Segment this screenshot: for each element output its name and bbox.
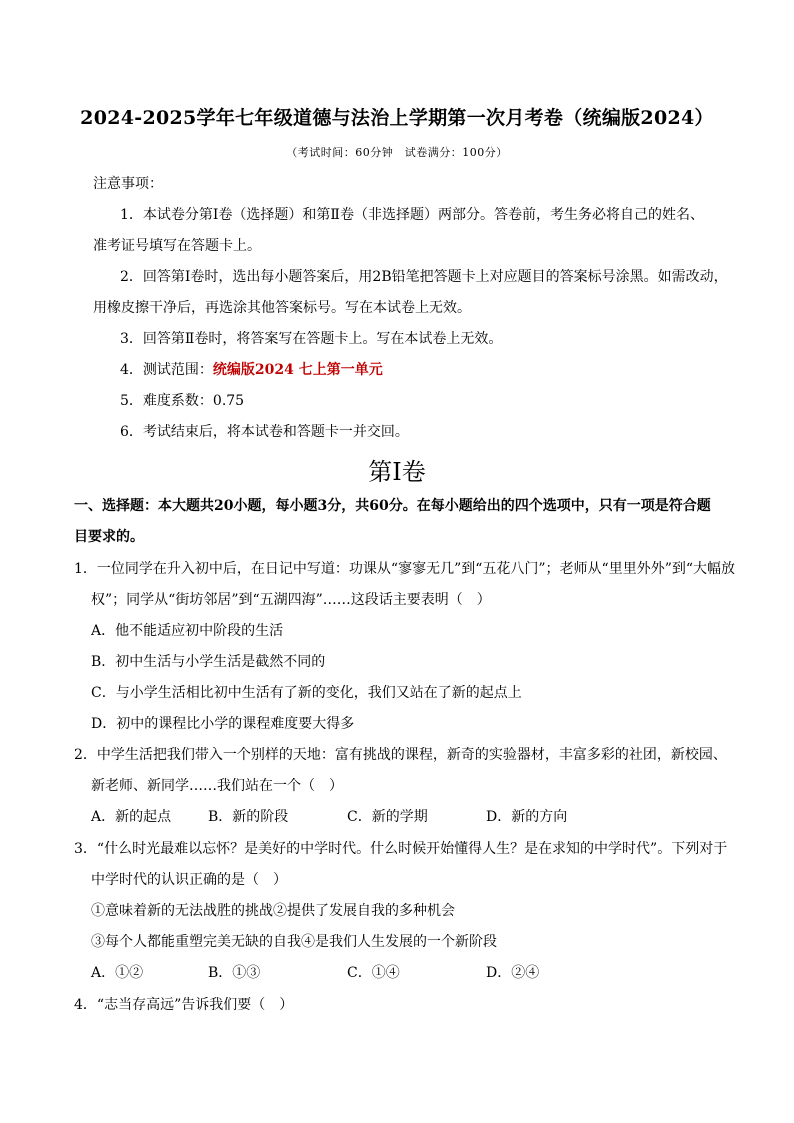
question-2-option-d[interactable]: D．新的方向 (486, 809, 568, 825)
question-4-stem: 4．“志当存高远”告诉我们要（ ） (74, 997, 294, 1013)
note-4-scope: 统编版2024 七上第一单元 (212, 362, 383, 378)
note-5: 5．难度系数：0.75 (120, 393, 245, 409)
note-1-line-2: 准考证号填写在答题卡上。 (93, 238, 261, 254)
question-2-option-b[interactable]: B．新的阶段 (208, 809, 289, 825)
question-2-option-c[interactable]: C．新的学期 (347, 809, 428, 825)
question-3-stem-line-2: 中学时代的认识正确的是（ ） (91, 872, 287, 888)
note-4-label: 4．测试范围： (120, 362, 213, 378)
section-instruction-line-1: 一、选择题：本大题共20小题，每小题3分，共60分。在每小题给出的四个选项中，只有一项是符合题 (74, 498, 711, 514)
question-3-option-a[interactable]: A．①② (91, 965, 144, 981)
question-1-option-d[interactable]: D．初中的课程比小学的课程难度要大得多 (91, 716, 355, 732)
note-6: 6．考试结束后，将本试卷和答题卡一并交回。 (120, 424, 409, 440)
exam-subtitle: （考试时间：60分钟 试卷满分：100分） (286, 146, 508, 159)
question-1-option-c[interactable]: C．与小学生活相比初中生活有了新的变化，我们又站在了新的起点上 (91, 685, 522, 701)
note-4 (120, 361, 383, 379)
question-3-option-c[interactable]: C．①④ (347, 965, 400, 981)
notes-heading: 注意事项： (93, 176, 163, 192)
question-2-option-a[interactable]: A．新的起点 (91, 809, 172, 825)
note-3: 3．回答第Ⅱ卷时，将答案写在答题卡上。写在本试卷上无效。 (120, 331, 503, 347)
question-3-stem-line-1: 3．“什么时光最难以忘怀？是美好的中学时代。什么时候开始懂得人生？是在求知的中学时代”。下列对于 (74, 841, 728, 857)
question-1-option-a[interactable]: A．他不能适应初中阶段的生活 (91, 623, 284, 639)
question-2-stem-line-1: 2．中学生活把我们带入一个别样的天地：富有挑战的课程，新奇的实验器材，丰富多彩的社团，新校园、 (74, 747, 727, 763)
question-3-option-d[interactable]: D．②④ (486, 965, 540, 981)
note-2-line-2: 用橡皮擦干净后，再选涂其他答案标号。写在本试卷上无效。 (93, 300, 471, 316)
note-1-line-1: 1．本试卷分第Ⅰ卷（选择题）和第Ⅱ卷（非选择题）两部分。答卷前，考生务必将自己的姓名、 (120, 207, 704, 223)
section-instruction-line-2: 目要求的。 (74, 529, 144, 545)
question-1-stem-line-1: 1．一位同学在升入初中后，在日记中写道：功课从“寥寥无几”到“五花八门”；老师从“里里外外”到“大幅放 (74, 561, 736, 577)
question-1-stem-line-2: 权”；同学从“街坊邻居”到“五湖四海”……这段话主要表明（ ） (91, 592, 491, 608)
exam-title: 2024-2025学年七年级道德与法治上学期第一次月考卷（统编版2024） (80, 107, 714, 129)
question-3-option-b[interactable]: B．①③ (208, 965, 261, 981)
question-2-stem-line-2: 新老师、新同学……我们站在一个（ ） (91, 778, 343, 794)
section-title: 第Ⅰ卷 (368, 458, 426, 486)
question-1-option-b[interactable]: B．初中生活与小学生活是截然不同的 (91, 654, 326, 670)
question-3-statements-line-1: ①意味着新的无法战胜的挑战②提供了发展自我的多种机会 (91, 903, 455, 919)
note-2-line-1: 2．回答第Ⅰ卷时，选出每小题答案后，用2B铅笔把答题卡上对应题目的答案标号涂黑。如需改动， (120, 269, 728, 285)
question-3-statements-line-2: ③每个人都能重塑完美无缺的自我④是我们人生发展的一个新阶段 (91, 934, 497, 950)
